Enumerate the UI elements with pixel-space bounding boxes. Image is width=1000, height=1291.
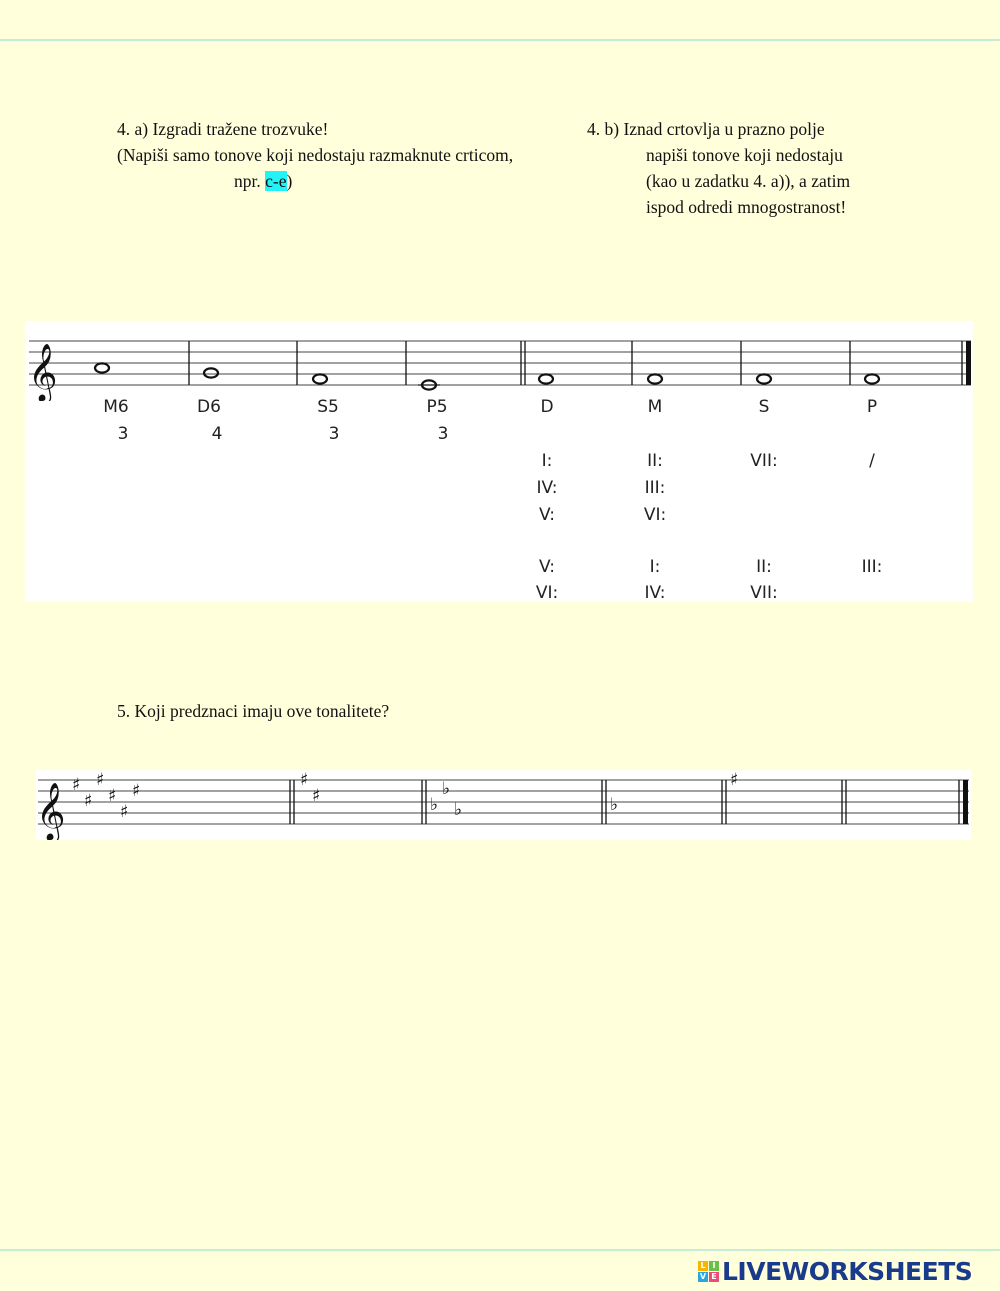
sharp-icon: ♯ xyxy=(72,775,81,795)
degree-label: IV: xyxy=(536,478,558,498)
task-4b-line3: (kao u zadatku 4. a)), a zatim xyxy=(646,171,851,191)
degree-label: VI: xyxy=(535,583,559,603)
final-barline xyxy=(963,780,968,824)
flat-icon: ♭ xyxy=(454,800,463,820)
key-signature-staff xyxy=(36,770,971,840)
degree-label: VII: xyxy=(750,583,778,603)
degree-label: / xyxy=(869,451,875,471)
degree-label: I: xyxy=(541,451,553,471)
chord-name: D xyxy=(540,397,554,417)
logo-letter: L xyxy=(698,1261,708,1271)
degree-label: II: xyxy=(647,451,663,471)
logo-letter: E xyxy=(709,1272,719,1282)
inversion-number: 4 xyxy=(211,424,223,444)
brand-name: LIVEWORKSHEETS xyxy=(722,1256,973,1286)
sharp-icon: ♯ xyxy=(108,786,117,806)
chord-name: S5 xyxy=(317,397,339,417)
note-d xyxy=(757,374,771,383)
sharp-icon: ♯ xyxy=(730,770,739,790)
final-barline xyxy=(966,341,971,385)
chord-name: M xyxy=(647,397,663,417)
sharp-icon: ♯ xyxy=(132,781,141,801)
degree-label: V: xyxy=(539,505,555,525)
sharp-icon: ♯ xyxy=(300,770,309,790)
example-suffix: ) xyxy=(286,171,293,191)
sharp-icon: ♯ xyxy=(120,802,129,822)
task-4a-example xyxy=(234,168,292,194)
chord-name: P5 xyxy=(426,397,448,417)
key-signature-panel xyxy=(36,770,971,840)
note-d xyxy=(865,374,879,383)
top-divider xyxy=(0,39,1000,41)
example-highlight: c-e xyxy=(265,171,287,191)
task-4b-line4: ispod odredi mnogostranost! xyxy=(646,197,847,217)
treble-clef-icon: 𝄞 xyxy=(28,343,58,401)
task-4b-title: 4. b) Iznad crtovlja u prazno polje xyxy=(587,119,825,139)
liveworksheets-logo[interactable] xyxy=(698,1256,972,1286)
chord-name: D6 xyxy=(197,397,221,417)
sharp-icon: ♯ xyxy=(84,791,93,811)
inversion-number: 3 xyxy=(437,424,449,444)
degree-label: III: xyxy=(644,478,666,498)
task-5-title: 5. Koji predznaci imaju ove tonalitete? xyxy=(117,701,390,721)
chord-name: P xyxy=(866,397,878,417)
logo-icon xyxy=(698,1261,719,1282)
flat-icon: ♭ xyxy=(610,795,619,815)
chord-name: M6 xyxy=(103,397,129,417)
chord-exercise-panel xyxy=(25,321,973,602)
degree-label: I: xyxy=(649,557,661,577)
degree-label: VII: xyxy=(750,451,778,471)
task-4a-instruction: (Napiši samo tonove koji nedostaju razmaknute crticom, xyxy=(117,145,514,165)
logo-letter: V xyxy=(699,1271,707,1281)
degree-label: IV: xyxy=(644,583,666,603)
task-4a-title: 4. a) Izgradi tražene trozvuke! xyxy=(117,119,329,139)
note-f xyxy=(204,368,218,377)
sharp-icon: ♯ xyxy=(96,770,105,790)
flat-icon: ♭ xyxy=(430,795,439,815)
note-g xyxy=(95,363,109,372)
chord-staff xyxy=(25,321,973,401)
example-prefix: npr. xyxy=(234,171,266,191)
treble-clef-icon: 𝄞 xyxy=(36,782,66,840)
note-d xyxy=(648,374,662,383)
degree-label: VI: xyxy=(643,505,667,525)
inversion-number: 3 xyxy=(117,424,129,444)
logo-letter: I xyxy=(709,1261,719,1271)
note-d xyxy=(313,374,327,383)
note-d xyxy=(539,374,553,383)
bottom-divider xyxy=(0,1249,1000,1251)
sharp-icon: ♯ xyxy=(312,786,321,806)
degree-label: III: xyxy=(861,557,883,577)
inversion-number: 3 xyxy=(328,424,340,444)
flat-icon: ♭ xyxy=(442,779,451,799)
chord-name: S xyxy=(758,397,770,417)
task-4b-line2: napiši tonove koji nedostaju xyxy=(646,145,843,165)
degree-label: V: xyxy=(539,557,555,577)
degree-label: II: xyxy=(756,557,772,577)
